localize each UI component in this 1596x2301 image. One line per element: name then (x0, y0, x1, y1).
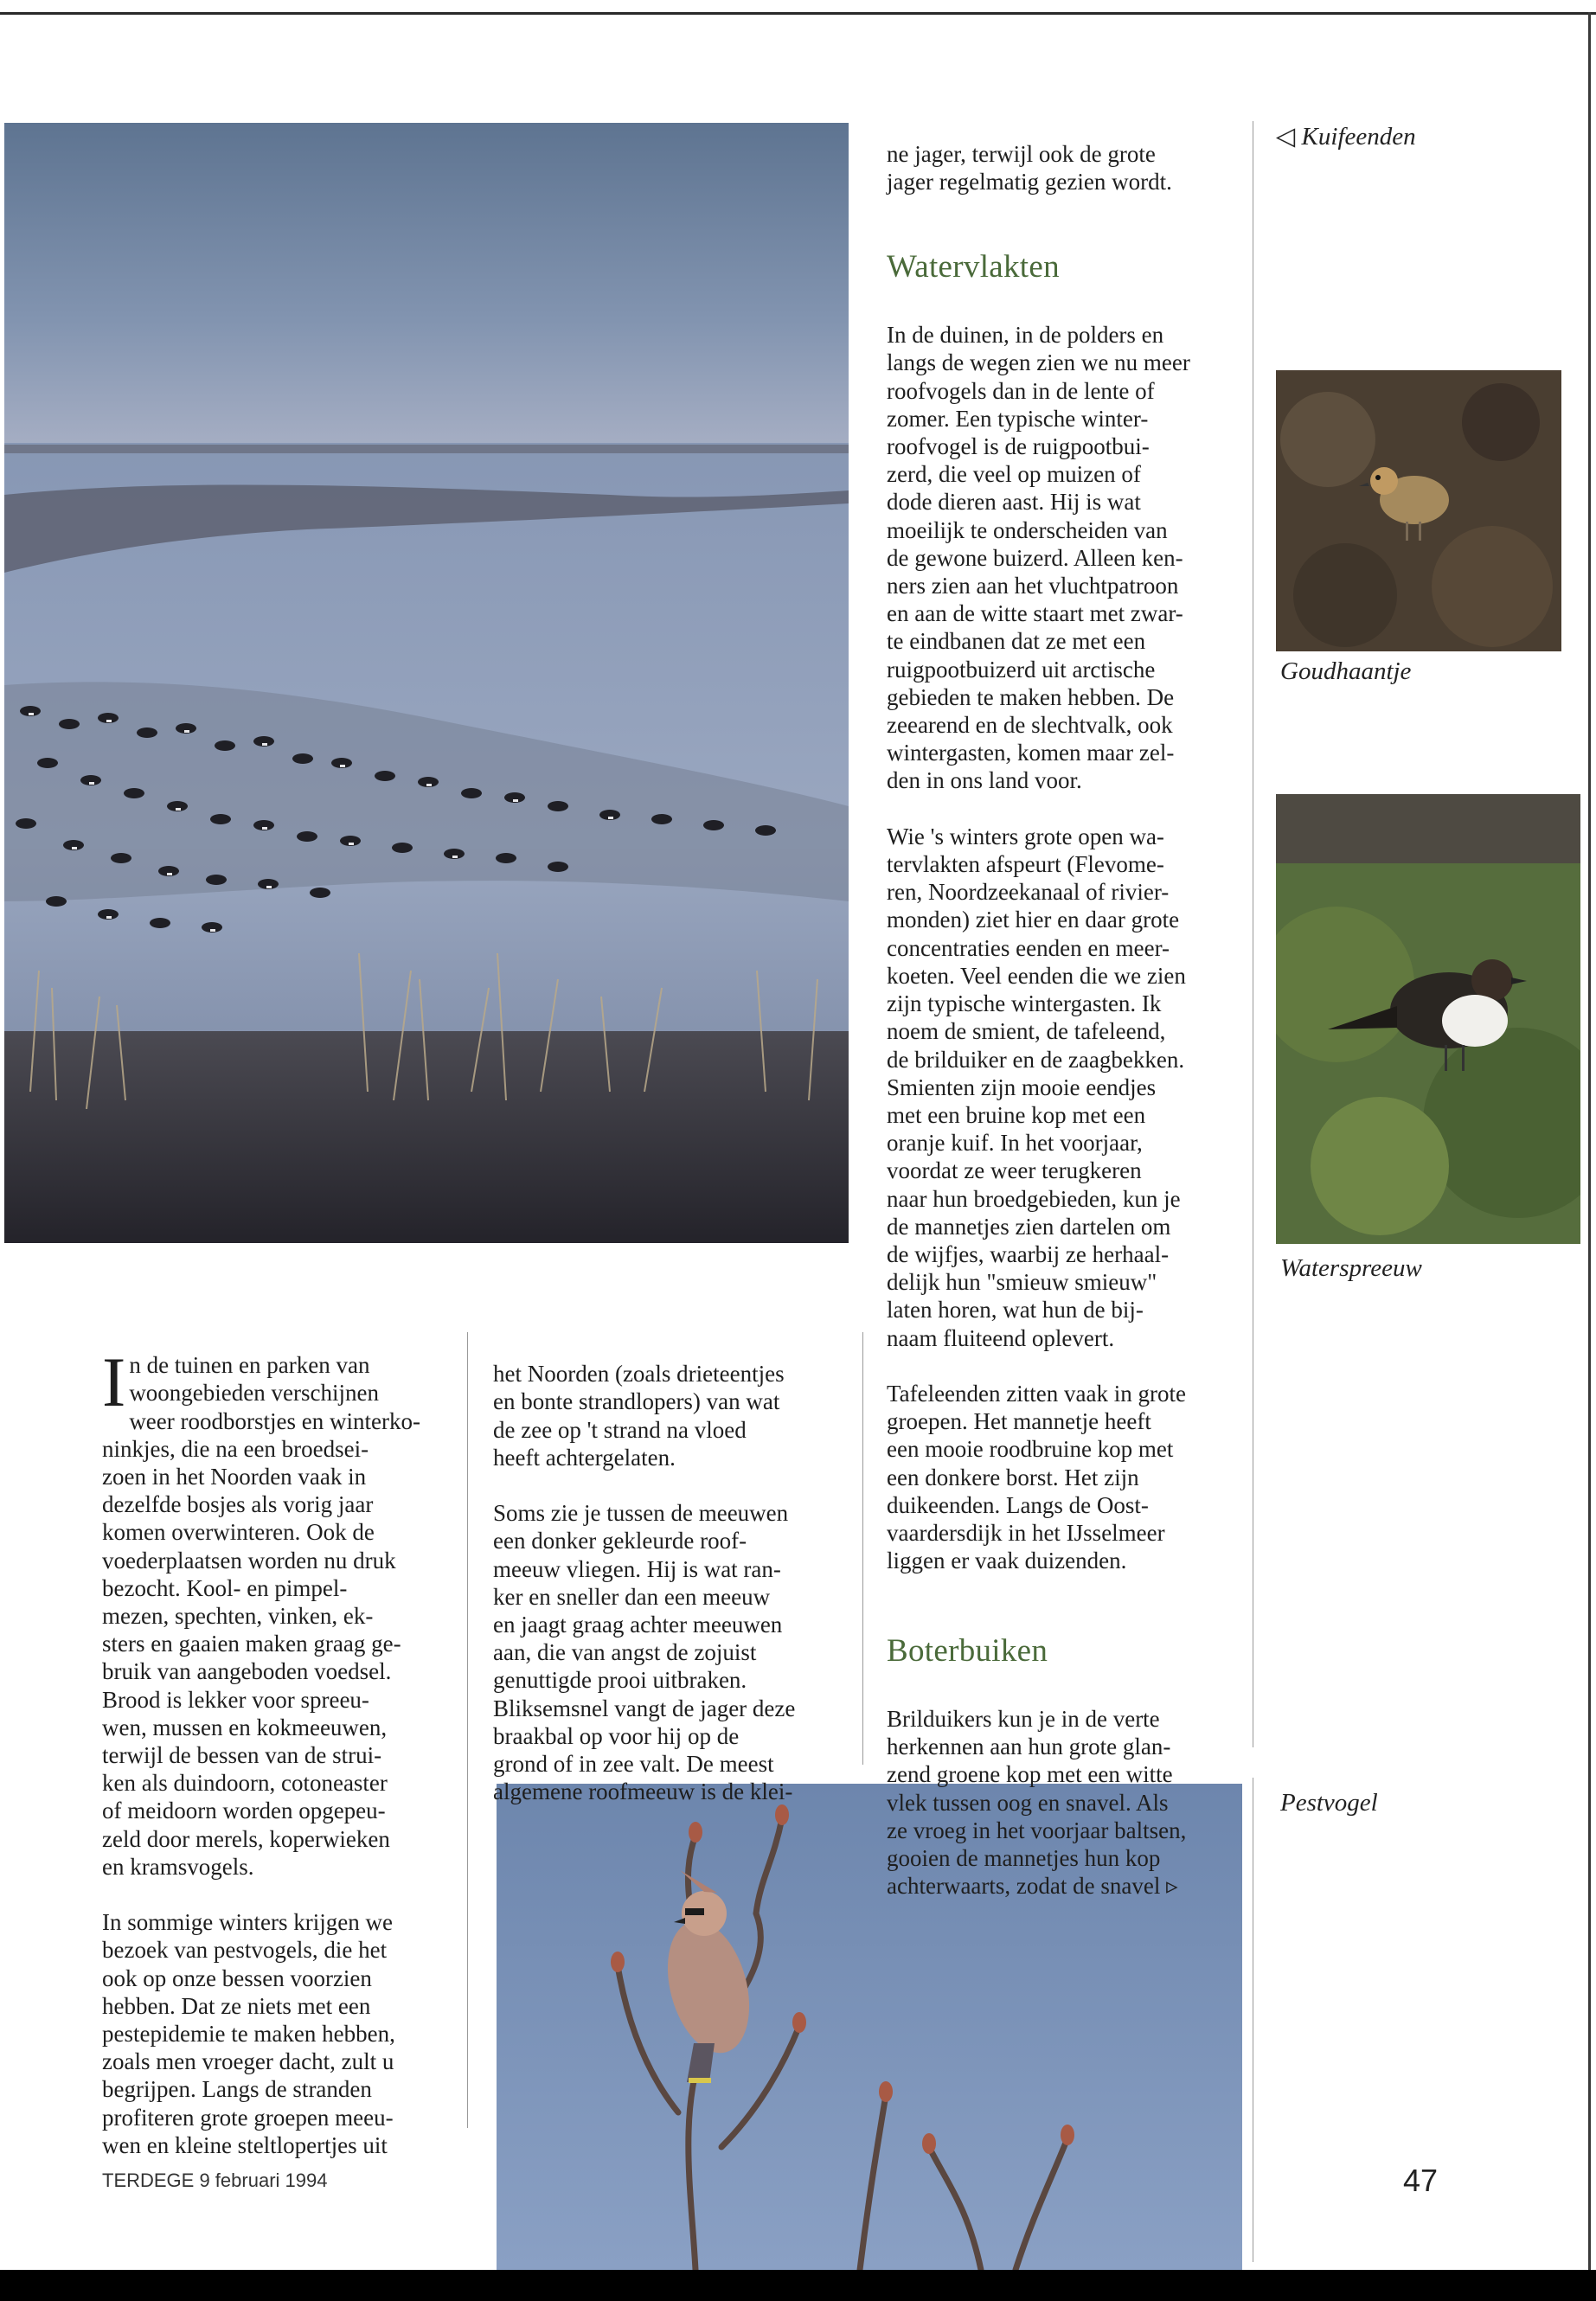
waterspreeuw-photo (1276, 794, 1580, 1244)
intro-paragraph-2: In sommige winters krijgen we bezoek van pestvogels, die het ook op onze bessen voorzien hebben. Dat ze niets met een pestepidemie te maken hebben, zoals men vroeger dacht, zult u begrijpen. Langs de stranden profiteren grote groepen meeu- wen en kleine steltlopertjes uit (102, 1909, 395, 2158)
column-three-paragraph-4: Brilduikers kun je in de verte herkennen aan hun grote glan- zend groene kop met een witte vlek tussen oog en snavel. Als ze vroeg in het voorjaar baltsen, gooien de mannetjes hun kop achterwaarts, zodat de snavel ▹ (887, 1705, 1187, 1900)
column-two (493, 1332, 856, 1834)
goudhaantje-photo (1276, 370, 1561, 651)
column-two-paragraph-1: het Noorden (zoals drieteentjes en bonte strandlopers) van wat de zee op 't strand na vloed heeft achtergelaten. (493, 1361, 785, 1471)
bottom-border (0, 2270, 1596, 2301)
footer-issue: TERDEGE 9 februari 1994 (102, 2170, 328, 2191)
right-border (1588, 12, 1591, 2270)
column-three-paragraph-1: In de duinen, in de polders en langs de wegen zien we nu meer roofvogels dan in de lente of zomer. Een typische winter- roofvogel is de ruigpootbui- zerd, die veel op muizen of dode dieren aast. Hij is wat moeilijk te onderscheiden van de gewone buizerd. Alleen ken- ners zien aan het vluchtpatroon en aan de witte staart met zwar- te eindbanen dat ze met een ruigpootbuizerd uit arctische gebieden te maken hebben. De zeearend en de slechtvalk, ook wintergasten, komen maar zel- den in ons land voor. (887, 322, 1190, 794)
caption-kuifeenden: ◁ Kuifeenden (1276, 123, 1416, 151)
page-number: 47 (1403, 2163, 1439, 2198)
column-three (887, 112, 1246, 1928)
heading-watervlakten: Watervlakten (887, 248, 1060, 285)
kuifeenden-photo (4, 123, 849, 1243)
caption-goudhaantje: Goudhaantje (1280, 657, 1412, 685)
column-three-paragraph-2: Wie 's winters grote open wa- tervlakten afspeurt (Flevome- ren, Noordzeekanaal of rivier- monden) ziet hier en daar grote concentraties eenden en meer- koeten. Veel eenden die we zien zijn typische wintergasten. Ik noem de smient, de tafeleend, de brilduiker en de zaagbekken. Smienten zijn mooie eendjes met een bruine kop met een oranje kuif. In het voorjaar, voordat ze weer terugkeren naar hun broedgebieden, kun je de mannetjes zien dartelen om de wijfjes, waarbij ze herhaal- delijk hun "smieuw smieuw" laten horen, wat hun de bij- naam fluiteend oplevert. (887, 823, 1186, 1351)
column-three-paragraph-3: Tafeleenden zitten vaak in grote groepen. Het mannetje heeft een mooie roodbruine kop met een donkere borst. Het zijn duikeenden. Langs de Oost- vaardersdijk in het IJsselmeer liggen er vaak duizenden. (887, 1380, 1186, 1574)
caption-pestvogel: Pestvogel (1280, 1789, 1378, 1817)
column-two-paragraph-2: Soms zie je tussen de meeuwen een donker gekleurde roof- meeuw vliegen. Hij is wat ran- ker en sneller dan een meeuw en jaagt graag achter meeuwen aan, die van angst de zojuist genuttigde prooi uitbraken. Bliksemsnel vangt de jager deze braakbal op voor hij op de grond of in zee valt. De meest algemene roofmeeuw is de klei- (493, 1500, 796, 1805)
top-border (0, 12, 1596, 15)
column-rule-left (467, 1332, 468, 2128)
intro-column (102, 1324, 457, 2187)
intro-paragraph-1: n de tuinen en parken van woongebieden verschijnen weer roodborstjes en winterko- ninkjes, die na een broedsei- zoen in het Noorden vaak in dezelfde bosjes als vorig jaar komen overwinteren. Ook de voederplaatsen worden nu druk bezocht. Kool- en pimpel- mezen, spechten, vinken, ek- sters en gaaien maken graag ge- bruik van aangeboden voedsel. Brood is lekker voor spreeu- wen, mussen en kokmeeuwen, terwijl de bessen van de strui- ken als duindoorn, cotoneaster of meidoorn worden opgepeu- zeld door merels, koperwieken en kramsvogels. (102, 1352, 420, 1880)
caption-waterspreeuw: Waterspreeuw (1280, 1254, 1422, 1282)
heading-boterbuiken: Boterbuiken (887, 1632, 1048, 1669)
intro-dropcap: I (102, 1343, 126, 1422)
column-rule-middle (862, 1332, 863, 1765)
column-three-top: ne jager, terwijl ook de grote jager regelmatig gezien wordt. (887, 141, 1172, 195)
